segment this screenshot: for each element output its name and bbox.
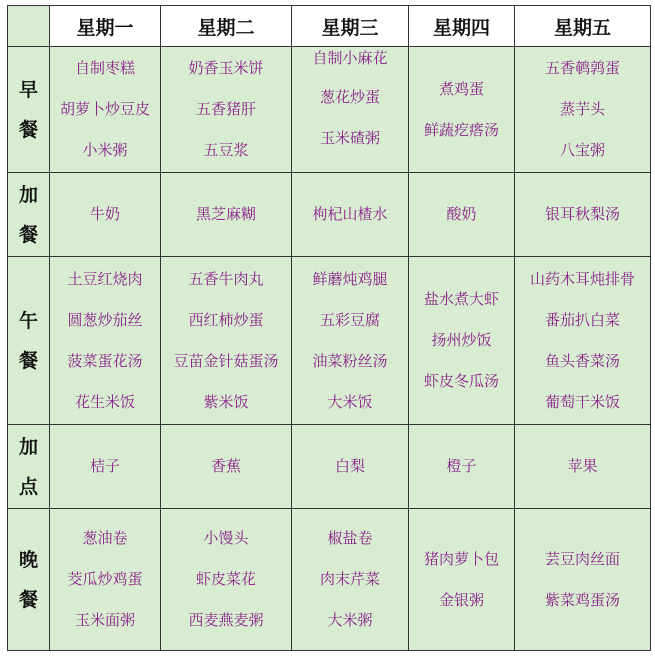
menu-cell xyxy=(409,509,515,651)
dish-item: 茭瓜炒鸡蛋 xyxy=(67,570,143,588)
day-header-wednesday: 星期三 xyxy=(292,6,409,47)
dish-item: 酸奶 xyxy=(446,205,477,223)
dish-item: 葱油卷 xyxy=(82,529,128,547)
menu-cell xyxy=(161,425,292,509)
dish-item: 肉末芹菜 xyxy=(319,570,380,588)
dish-item: 五彩豆腐 xyxy=(319,310,380,329)
dish-item: 油菜粉丝汤 xyxy=(312,351,388,370)
menu-cell xyxy=(292,509,409,651)
dish-item: 土豆红烧肉 xyxy=(67,269,143,288)
menu-cell xyxy=(292,47,409,173)
day-header-monday: 星期一 xyxy=(50,6,161,47)
dish-item: 橙子 xyxy=(446,457,477,475)
dish-item: 苹果 xyxy=(567,457,598,475)
dish-item: 蒸芋头 xyxy=(559,100,605,118)
dish-item: 菠菜蛋花汤 xyxy=(67,351,143,370)
dish-item: 花生米饭 xyxy=(74,392,135,411)
meal-label-dinner: 晚 餐 xyxy=(8,509,50,651)
dish-item: 黑芝麻糊 xyxy=(195,205,256,223)
weekly-menu-table xyxy=(7,5,651,651)
dish-item: 葱花炒蛋 xyxy=(319,88,380,106)
dish-item: 银耳秋梨汤 xyxy=(544,205,620,223)
meal-row-afternoon-snack xyxy=(8,425,651,509)
dish-item: 大米饭 xyxy=(327,392,373,411)
menu-cell xyxy=(161,173,292,257)
menu-cell xyxy=(50,47,161,173)
dish-item: 牛奶 xyxy=(89,205,120,223)
day-header-tuesday: 星期二 xyxy=(161,6,292,47)
dish-item: 圆葱炒茄丝 xyxy=(67,310,143,329)
menu-cell xyxy=(161,47,292,173)
dish-item: 胡萝卜炒豆皮 xyxy=(59,100,150,118)
dish-item: 鲜蔬疙瘩汤 xyxy=(423,120,499,139)
menu-cell xyxy=(161,257,292,425)
dish-item: 枸杞山楂水 xyxy=(312,205,388,223)
menu-cell xyxy=(161,509,292,651)
day-header-thursday: 星期四 xyxy=(409,6,515,47)
dish-item: 自制枣糕 xyxy=(74,59,135,77)
dish-item: 五香猪肝 xyxy=(195,100,256,118)
dish-item: 紫菜鸡蛋汤 xyxy=(544,590,620,609)
dish-item: 香蕉 xyxy=(210,457,241,475)
dish-item: 猪肉萝卜包 xyxy=(423,549,499,568)
menu-cell xyxy=(50,509,161,651)
dish-item: 玉米碴粥 xyxy=(319,129,380,147)
dish-item: 五香牛肉丸 xyxy=(188,269,264,288)
dish-item: 紫米饭 xyxy=(203,392,249,411)
dish-item: 西红柿炒蛋 xyxy=(188,310,264,329)
menu-cell xyxy=(292,425,409,509)
menu-cell xyxy=(515,257,651,425)
dish-item: 五香鹌鹑蛋 xyxy=(544,59,620,77)
menu-cell xyxy=(409,425,515,509)
menu-cell xyxy=(515,509,651,651)
meal-row-morning-snack xyxy=(8,173,651,257)
dish-item: 小馒头 xyxy=(203,529,249,547)
dish-item: 奶香玉米饼 xyxy=(188,59,264,77)
dish-item: 西麦燕麦粥 xyxy=(188,611,264,629)
dish-item: 扬州炒饭 xyxy=(431,331,492,349)
dish-item: 玉米面粥 xyxy=(74,611,135,629)
menu-cell xyxy=(409,257,515,425)
dish-item: 金银粥 xyxy=(438,590,484,609)
dish-item: 虾皮菜花 xyxy=(195,570,256,588)
dish-item: 鱼头香菜汤 xyxy=(544,351,620,370)
menu-cell xyxy=(515,47,651,173)
menu-cell xyxy=(50,257,161,425)
dish-item: 椒盐卷 xyxy=(327,529,373,547)
dish-item: 鲜蘑炖鸡腿 xyxy=(312,269,388,288)
dish-item: 桔子 xyxy=(89,457,120,475)
dish-item: 白梨 xyxy=(334,457,365,475)
dish-item: 番茄扒白菜 xyxy=(544,310,620,329)
dish-item: 自制小麻花 xyxy=(312,49,388,67)
day-header-friday: 星期五 xyxy=(515,6,651,47)
dish-item: 小米粥 xyxy=(82,141,128,159)
meal-label-morning-snack: 加 餐 xyxy=(8,173,50,257)
meal-label-breakfast: 早 餐 xyxy=(8,47,50,173)
dish-item: 五豆浆 xyxy=(203,141,249,159)
menu-cell xyxy=(515,173,651,257)
menu-cell xyxy=(50,425,161,509)
menu-cell xyxy=(50,173,161,257)
menu-cell xyxy=(409,47,515,173)
dish-item: 芸豆肉丝面 xyxy=(544,549,620,568)
dish-item: 煮鸡蛋 xyxy=(438,79,484,98)
menu-cell xyxy=(409,173,515,257)
dish-item: 盐水煮大虾 xyxy=(423,290,499,308)
meal-row-lunch xyxy=(8,257,651,425)
menu-cell xyxy=(292,257,409,425)
header-row xyxy=(8,6,651,47)
meal-row-dinner xyxy=(8,509,651,651)
meal-label-lunch: 午 餐 xyxy=(8,257,50,425)
dish-item: 葡萄干米饭 xyxy=(544,392,620,411)
dish-item: 虾皮冬瓜汤 xyxy=(423,372,499,390)
menu-cell xyxy=(292,173,409,257)
dish-item: 八宝粥 xyxy=(559,141,605,159)
meal-row-breakfast xyxy=(8,47,651,173)
meal-label-afternoon-snack: 加 点 xyxy=(8,425,50,509)
corner-cell xyxy=(8,6,50,47)
menu-cell xyxy=(515,425,651,509)
dish-item: 山药木耳炖排骨 xyxy=(529,269,635,288)
dish-item: 豆苗金针菇蛋汤 xyxy=(173,351,279,370)
dish-item: 大米粥 xyxy=(327,611,373,629)
